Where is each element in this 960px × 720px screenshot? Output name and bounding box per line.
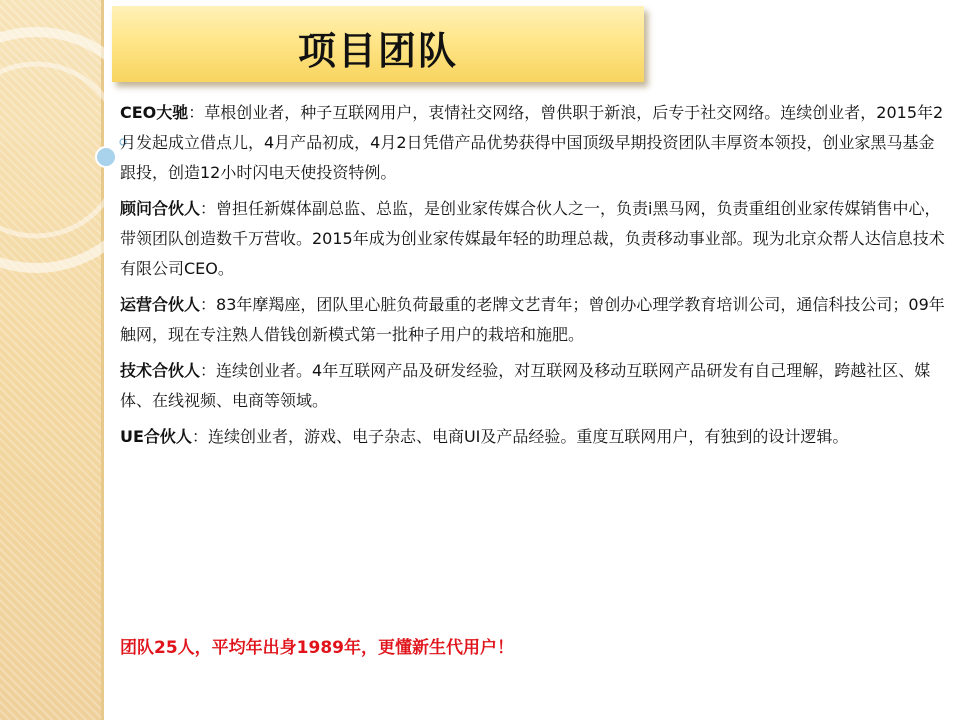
member-tech <box>120 356 950 416</box>
member-role: 技术合伙人 <box>120 361 201 380</box>
member-colon: ： <box>191 427 208 446</box>
member-advisor <box>120 194 950 284</box>
member-colon: ： <box>200 361 217 380</box>
member-colon: ： <box>200 295 217 314</box>
member-ceo <box>120 98 950 188</box>
member-text: 83年摩羯座，团队里心脏负荷最重的老牌文艺青年；曾创办心理学教育培训公司，通信科技公司；09年触网，现在专注熟人借钱创新模式第一批种子用户的栽培和施肥。 <box>120 295 945 344</box>
member-role: UE合伙人 <box>120 427 192 446</box>
decorative-side-panel <box>0 0 104 720</box>
team-description <box>120 98 950 458</box>
member-role: 运营合伙人 <box>120 295 201 314</box>
member-ue <box>120 422 950 452</box>
member-text: 草根创业者，种子互联网用户，衷情社交网络，曾供职于新浪，后专于社交网络。连续创业者，2015年2月发起成立借点儿，4月产品初成，4月2日凭借产品优势获得中国顶级早期投资团队丰厚资本领投，创业家黑马基金跟投，创造12小时闪电天使投资特例。 <box>120 103 944 182</box>
title-banner <box>112 6 644 82</box>
page-title: 项目团队 <box>297 29 458 73</box>
team-highlight: 团队25人，平均年出身1989年，更懂新生代用户！ <box>120 638 514 658</box>
member-colon: ： <box>200 199 217 218</box>
member-text: 曾担任新媒体副总监、总监，是创业家传媒合伙人之一，负责i黑马网，负责重组创业家传媒销售中心，带领团队创造数千万营收。2015年成为创业家传媒最年轻的助理总裁，负责移动事业部。现为北京众帮人达信息技术有限公司CEO。 <box>120 199 945 278</box>
member-colon: ： <box>188 103 205 122</box>
member-text: 连续创业者。4年互联网产品及研发经验，对互联网及移动互联网产品研发有自己理解，跨越社区、媒体、在线视频、电商等领域。 <box>120 361 931 410</box>
member-role: CEO大驰 <box>120 103 189 122</box>
member-role: 顾问合伙人 <box>120 199 201 218</box>
member-text: 连续创业者，游戏、电子杂志、电商UI及产品经验。重度互联网用户，有独到的设计逻辑。 <box>207 427 849 446</box>
member-operations <box>120 290 950 350</box>
